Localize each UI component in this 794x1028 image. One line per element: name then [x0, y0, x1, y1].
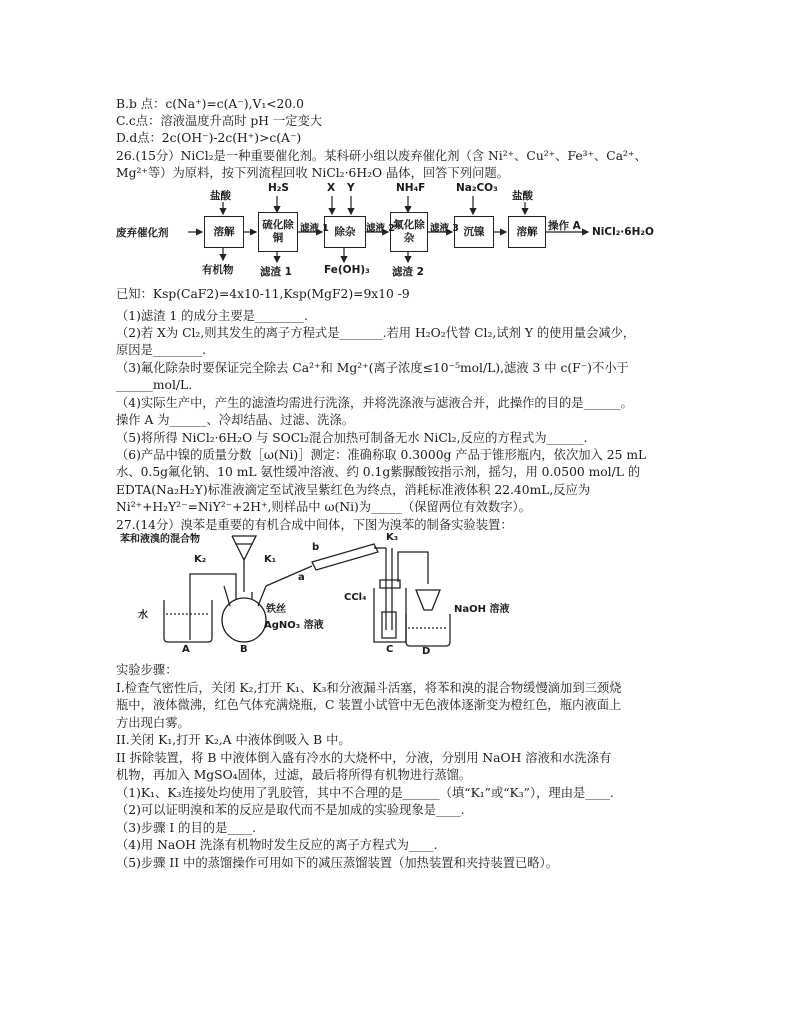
iron-wire-label: 铁丝 [266, 604, 286, 615]
label-b: B [240, 644, 248, 655]
step-i-1: I.检查气密性后，关闭 K₂,打开 K₁、K₃和分液漏斗活塞，将苯和溴的混合物缓慢滴加到三颈烧 [116, 681, 622, 695]
q26-6-cont-2: EDTA(Na₂H₂Y)标准液滴定至试液呈紫红色为终点，消耗标准液体积 22.40mL,反应为 [116, 483, 591, 497]
residue-1: 滤渣 1 [260, 266, 292, 278]
q26-1: （1)滤渣 1 的成分主要是________. [116, 309, 309, 323]
filtrate-3: 滤液 3 [430, 223, 459, 234]
step-dissolve: 溶解 [204, 216, 244, 248]
q26-5: （5)将所得 NiCl₂·6H₂O 与 SOCl₂混合加热可制备无水 NiCl₂,反应的方程式为______. [116, 431, 588, 445]
filtrate-1: 滤液 1 [300, 223, 329, 234]
apparatus-diagram [116, 530, 676, 660]
step-iii-1: II 拆除装置，将 B 中液体倒入盛有冷水的大烧杯中，分液，分别用 NaOH 溶液和水洗涤有 [116, 751, 612, 765]
step-dissolve-2: 溶解 [508, 216, 546, 248]
step-sulfide-remove-cu: 硫化除铜 [258, 212, 298, 252]
step-fluoride-remove: 氟化除杂 [390, 212, 428, 252]
step-ii: II.关闭 K₁,打开 K₂,A 中液体倒吸入 B 中。 [116, 733, 351, 747]
port-a: a [298, 572, 305, 583]
option-b: B.b 点：c(Na⁺)=c(A⁻),V₁<20.0 [116, 97, 304, 111]
valve-k3: K₃ [386, 532, 399, 543]
q27-intro: 27.(14分）溴苯是重要的有机合成中间体，下图为溴苯的制备实验装置： [116, 518, 513, 532]
step-precipitate-ni: 沉镍 [454, 216, 494, 248]
apparatus-drawing [116, 530, 676, 660]
label-c: C [386, 644, 394, 655]
residue-2: 滤渣 2 [392, 266, 424, 278]
operation-a: 操作 A [548, 220, 581, 232]
step-i-3: 方出现白雾。 [116, 716, 190, 730]
q26-intro-2: Mg²⁺等）为原料，按下列流程回收 NiCl₂·6H₂O 晶体，回答下列问题。 [116, 166, 509, 180]
q27-5: （5)步骤 II 中的蒸馏操作可用如下的减压蒸馏装置（加热装置和夹持装置已略）。 [116, 856, 559, 870]
q26-4: （4)实际生产中，产生的滤渣均需进行洗涤，并将洗涤液与滤液合并，此操作的目的是______。 [116, 396, 633, 410]
q27-4: （4)用 NaOH 洗涤有机物时发生反应的离子方程式为____. [116, 838, 438, 852]
q26-6-cont-1: 水、0.5g氟化钠、10 mL 氨性缓冲溶液、约 0.1g紫脲酸铵指示剂，摇匀，用 0.0500 mol/L 的 [116, 465, 641, 479]
option-d: D.d点：2c(OH⁻)-2c(H⁺)>c(A⁻) [116, 131, 302, 145]
q26-4-cont: 操作 A 为______、冷却结晶、过滤、洗涤。 [116, 413, 355, 427]
valve-k2: K₂ [194, 554, 207, 565]
port-b: b [312, 542, 320, 553]
mixture-label: 苯和液溴的混合物 [120, 534, 200, 545]
reagent-nh4f: NH₄F [396, 182, 426, 194]
agno3-label: AgNO₃ 溶液 [264, 620, 324, 631]
q26-3-cont: ______mol/L. [116, 378, 193, 392]
product-nicl2: NiCl₂·6H₂O [592, 226, 654, 238]
label-a: A [182, 644, 190, 655]
q27-2: （2)可以证明溴和苯的反应是取代而不是加成的实验现象是____. [116, 803, 465, 817]
reagent-x: X [327, 182, 336, 194]
ksp-given: 已知：Ksp(CaF2)=4x10-11,Ksp(MgF2)=9x10 -9 [116, 287, 410, 301]
exp-steps-heading: 实验步骤： [116, 663, 178, 677]
q26-3: （3)氟化除杂时要保证完全除去 Ca²⁺和 Mg²⁺(离子浓度≤10⁻⁵mol/L),滤液 3 中 c(F⁻)不小于 [116, 361, 629, 375]
label-d: D [422, 646, 431, 657]
q27-3: （3)步骤 I 的目的是____. [116, 821, 256, 835]
water-label: 水 [138, 610, 148, 621]
q26-intro-1: 26.(15分）NiCl₂是一种重要催化剂。某科研小组以废弃催化剂（含 Ni²⁺、Cu²⁺、Fe³⁺、Ca²⁺、 [116, 149, 647, 163]
q26-6-cont-3: Ni²⁺+H₂Y²⁻=NiY²⁻+2H⁺,则样品中 ω(Ni)为_____（保留两位有效数字）。 [116, 500, 531, 514]
step-remove-impurity: 除杂 [324, 216, 366, 248]
ccl4-label: CCl₄ [344, 592, 367, 603]
step-i-2: 瓶中，液体微沸，红色气体充满烧瓶，C 装置小试管中无色液体逐渐变为橙红色，瓶内液面上 [116, 698, 622, 712]
naoh-label: NaOH 溶液 [454, 604, 510, 615]
reagent-h2s: H₂S [268, 182, 289, 194]
reagent-hcl-1: 盐酸 [210, 190, 231, 202]
feed-label: 废弃催化剂 [116, 227, 169, 239]
q26-6: （6)产品中镍的质量分数［ω(Ni)］测定：准确称取 0.3000g 产品于锥形瓶内，依次加入 25 mL [116, 448, 647, 462]
reagent-hcl-2: 盐酸 [512, 190, 533, 202]
option-c: C.c点：溶液温度升高时 pH 一定变大 [116, 114, 323, 128]
q26-2: （2)若 X为 Cl₂,则其发生的离子方程式是_______.若用 H₂O₂代替 Cl₂,试剂 Y 的使用量会减少， [116, 326, 636, 340]
reagent-y: Y [347, 182, 355, 194]
process-flowchart [116, 182, 676, 278]
reagent-na2co3: Na₂CO₃ [456, 182, 498, 194]
step-iii-2: 机物，再加入 MgSO₄固体，过滤，最后将所得有机物进行蒸馏。 [116, 768, 472, 782]
valve-k1: K₁ [264, 554, 277, 565]
residue-fe-oh3: Fe(OH)₃ [324, 264, 370, 276]
q26-2-cont: 原因是________. [116, 343, 206, 357]
q27-1: （1)K₁、K₃连接处均使用了乳胶管，其中不合理的是______（填“K₁”或“K₃”），理由是____. [116, 786, 614, 800]
waste-organic: 有机物 [202, 264, 234, 276]
filtrate-2: 滤液 2 [366, 223, 395, 234]
